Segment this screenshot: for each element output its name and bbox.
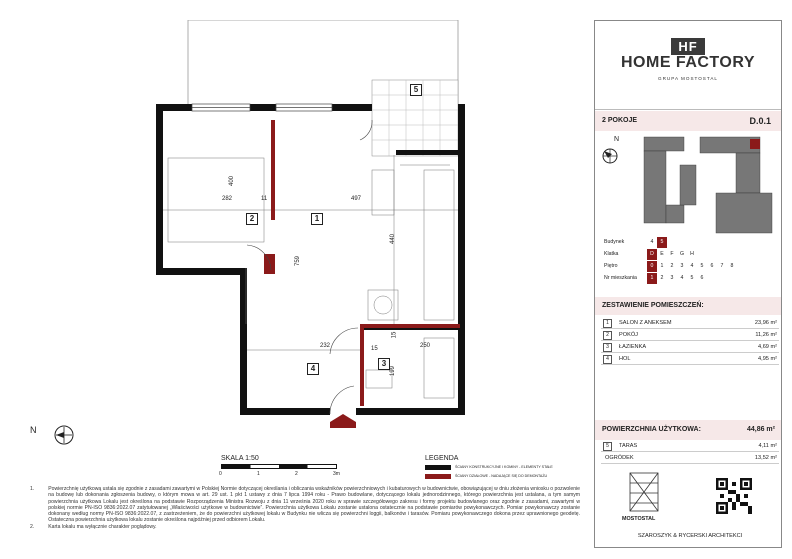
room-row-name: SALON Z ANEKSEM	[619, 320, 672, 326]
selector-label-building: Budynek	[604, 239, 625, 245]
brand-logo	[595, 20, 781, 110]
scale-tick-1: 1	[257, 471, 260, 477]
sidebar-compass-icon	[600, 142, 626, 168]
dim-15a: 15	[371, 346, 378, 352]
selector-building-4[interactable]: 4	[650, 239, 654, 245]
dim-440: 440	[390, 233, 397, 245]
contractor-logo	[624, 471, 664, 515]
note-text-2: Karta lokalu ma wyłącznie charakter poglądowy.	[48, 523, 157, 530]
extra-row-name: OGRÓDEK	[605, 455, 634, 461]
note-text-1: Powierzchnię użytkową ustala się zgodnie z zasadami zawartymi w Polskiej Normie dotyczącej określania i obliczania wskaźników powierzchniowych i kubaturowych w budownictwie, obowiązującej w dniu złożenia wniosku o pozwolenie na budowę lub dokonania zgłoszenia budowy, o którym mowa w art. 29 ust. 1 pkt 1 ustawy z dnia 7 lipca 1994 roku - Prawo budowlane, dotyczącego lokalu jednorodzinnego, którego powierzchnia jest ustalana, a tym samym powierzchnia użytkowa Lokalu jest określona na podstawie Rozporządzenia Ministra Rozwoju z dnia 11 września 2020 roku w sprawie szczegółowego zakresu i formy projektu budowlanego oraz zgodnie z zasadami, zawartymi w polskiej normie PN-ISO 9836:2022.07 zatytułowanej „Właściwości użytkowe w budownictwie”. Powierzchnia użytkowa Lokalu zostanie ustalona ostatecznie na podstawie pomiarów powykonawczych. Pomiar powykonawczy zostanie dokonany według normy PN-ISO 9836:2022.07, z zastrzeżeniem, że do powierzchni użytkowej lokalu w Budynku nie wlicza się powierzchni loggii, balkonów i tarasów. Pomiaru powykonawczego dokona przez uprawnionego geodetę. Ostateczna powierzchnia użytkowa lokalu zostanie określona najpóźniej przed odbiorem Lokalu.	[48, 486, 580, 524]
legend-swatch-partition	[425, 474, 451, 479]
entrance-marker	[330, 414, 356, 422]
scale-bar	[221, 464, 337, 469]
architect-credit: SZAROSZYK & RYCERSKI ARCHITEKCI	[637, 533, 743, 539]
unit-code: D.0.1	[749, 116, 771, 126]
selector-staircase-e[interactable]: E	[660, 251, 664, 257]
extra-row-name: TARAS	[619, 443, 638, 449]
room-row-area: 4,69 m²	[758, 344, 777, 350]
selector-apartment-1[interactable]: 1	[647, 273, 657, 284]
room-row-name: HOL	[619, 356, 631, 362]
dim-282: 282	[222, 196, 233, 202]
selector-floor-3[interactable]: 3	[680, 263, 684, 269]
room-row-num: 4	[603, 355, 612, 364]
selector-row-staircase	[599, 249, 779, 260]
room-row-1	[601, 318, 779, 329]
compass-letter: N	[30, 425, 37, 435]
entrance-marker-base	[330, 422, 356, 428]
room-number-5: 5	[410, 84, 422, 96]
extra-row-area: 13,52 m²	[754, 455, 777, 461]
room-row-name: POKÓJ	[619, 332, 638, 338]
extra-row-terrace	[601, 441, 779, 452]
legend-title: LEGENDA	[425, 455, 459, 462]
key-plan	[640, 135, 778, 235]
scale-tick-2: 2	[295, 471, 298, 477]
selector-apartment-4[interactable]: 4	[680, 275, 684, 281]
room-number-2: 2	[246, 213, 258, 225]
room-row-area: 23,96 m²	[754, 320, 777, 326]
selector-label-floor: Piętro	[604, 263, 618, 269]
usable-area-value: 44,86 m²	[746, 426, 775, 433]
selector-floor-4[interactable]: 4	[690, 263, 694, 269]
extra-row-garden	[601, 453, 779, 464]
selector-apartment-3[interactable]: 3	[670, 275, 674, 281]
legend-text-partition: ŚCIANY DZIAŁOWE - NADAJĄCE SIĘ DO DEMONTAŻU	[455, 474, 548, 478]
room-row-area: 11,26 m²	[755, 332, 777, 338]
dim-497: 497	[351, 196, 362, 202]
scale-tick-3: 3m	[333, 471, 340, 477]
qr-code[interactable]	[716, 478, 752, 514]
room-row-area: 4,95 m²	[758, 356, 777, 362]
brand-group: GRUPA MOSTOSTAL	[658, 76, 718, 81]
room-number-1: 1	[311, 213, 323, 225]
legend-text-structural: ŚCIANY KONSTRUKCYJNE I KOMINY - ELEMENTY STAŁE	[455, 465, 553, 469]
selector-staircase-g[interactable]: G	[679, 251, 685, 257]
interior-lines	[163, 155, 458, 398]
room-row-num: 3	[603, 343, 612, 352]
selector-label-staircase: Klatka	[604, 251, 619, 257]
note-number-1: 1.	[30, 486, 35, 492]
floor-plan	[20, 20, 490, 440]
legend-swatch-structural	[425, 465, 451, 470]
room-row-name: ŁAZIENKA	[619, 344, 647, 350]
usable-area-label: POWIERZCHNIA UŻYTKOWA:	[602, 426, 701, 433]
selector-floor-8[interactable]: 8	[730, 263, 734, 269]
scale-label: SKALA 1:50	[221, 455, 259, 462]
compass-icon	[36, 422, 76, 448]
selector-label-apartment: Nr mieszkania	[604, 275, 637, 281]
selector-floor-1[interactable]: 1	[660, 263, 664, 269]
brand-name: HOME FACTORY	[620, 54, 755, 71]
rooms-header: ZESTAWIENIE POMIESZCZEŃ:	[595, 297, 781, 315]
selector-staircase-h[interactable]: H	[690, 251, 694, 257]
selector-apartment-6[interactable]: 6	[700, 275, 704, 281]
room-row-2	[601, 330, 779, 341]
selector-apartment-2[interactable]: 2	[660, 275, 664, 281]
room-row-4	[601, 354, 779, 365]
dim-11: 11	[261, 196, 268, 202]
unit-header	[595, 111, 781, 131]
contractor-name: MOSTOSTAL	[622, 516, 656, 522]
dim-232: 232	[320, 343, 331, 349]
note-number-2: 2.	[30, 523, 35, 530]
selector-apartment-5[interactable]: 5	[690, 275, 694, 281]
room-number-3: 3	[378, 358, 390, 370]
selector-floor-0[interactable]: 0	[647, 261, 657, 272]
room-row-3	[601, 342, 779, 353]
selector-floor-2[interactable]: 2	[670, 263, 674, 269]
extra-row-num: 5	[603, 442, 612, 451]
selector-floor-5[interactable]: 5	[700, 263, 704, 269]
partition-walls	[264, 120, 460, 406]
extra-row-area: 4,11 m²	[758, 443, 777, 449]
room-number-4: 4	[307, 363, 319, 375]
dim-15b: 15	[391, 331, 398, 339]
unit-rooms-label: 2 POKOJE	[602, 117, 638, 124]
room-row-num: 1	[603, 319, 612, 328]
dim-250: 250	[420, 343, 431, 349]
selector-row-floor	[599, 261, 779, 272]
room-row-num: 2	[603, 331, 612, 340]
footer-notes	[30, 486, 580, 530]
selector-row-building	[599, 237, 779, 248]
usable-area-header	[595, 420, 781, 440]
selector-staircase-f[interactable]: F	[670, 251, 674, 257]
dim-199: 199	[390, 365, 397, 377]
selector-building-5[interactable]: 5	[657, 237, 667, 248]
brand-mark: HF	[671, 38, 705, 55]
key-plan-highlight	[750, 139, 760, 149]
selector-staircase-d[interactable]: D	[647, 249, 657, 260]
dim-759: 759	[295, 255, 302, 267]
selector-floor-7[interactable]: 7	[720, 263, 724, 269]
selector-row-apartment	[599, 273, 779, 284]
sidebar-compass-letter: N	[614, 136, 620, 143]
selector-floor-6[interactable]: 6	[710, 263, 714, 269]
scale-tick-0: 0	[219, 471, 222, 477]
dim-400: 400	[229, 175, 236, 187]
